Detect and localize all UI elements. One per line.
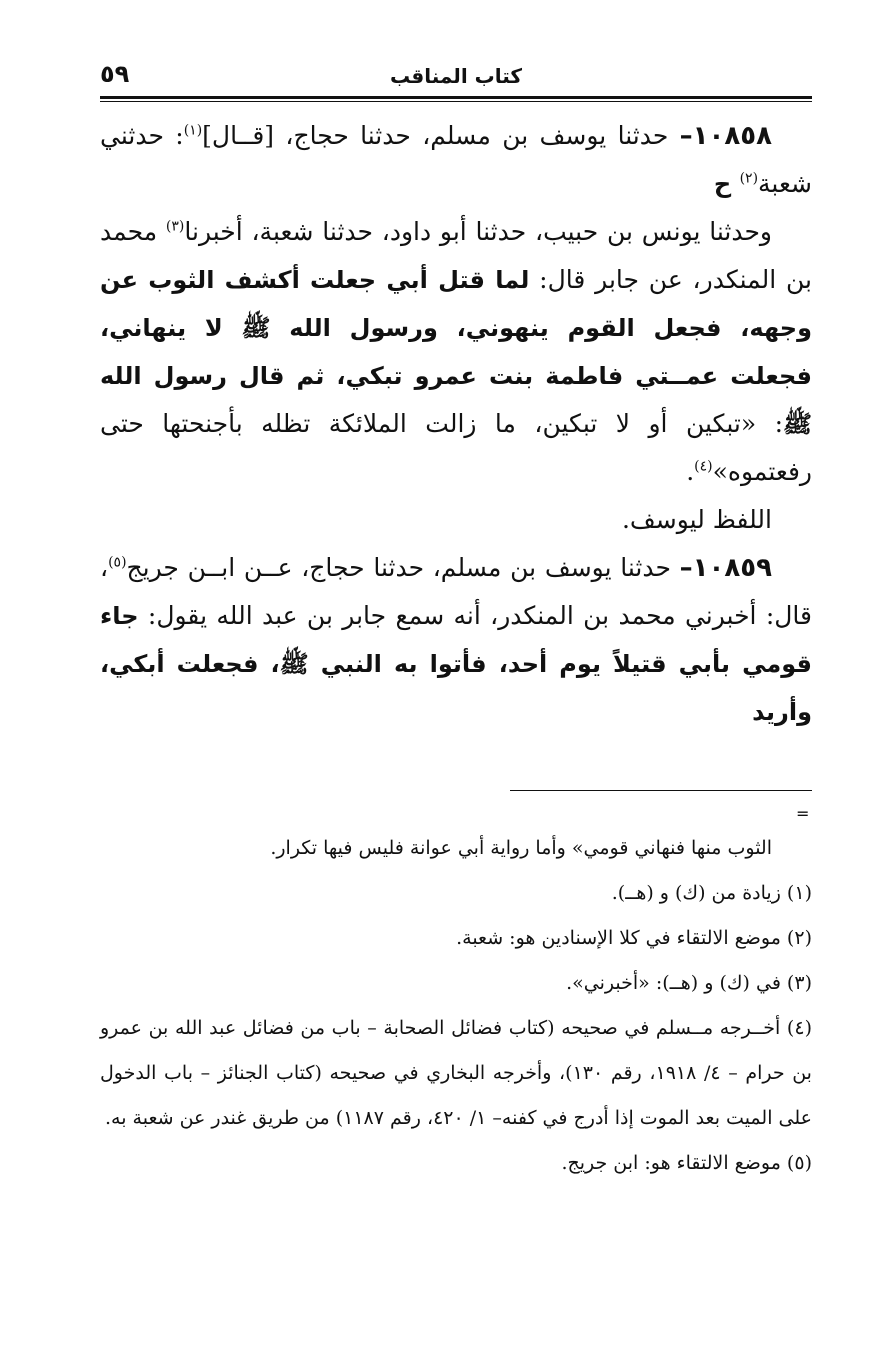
- footnote-2: (٢) موضع الالتقاء في كلا الإسنادين هو: شعبة.: [456, 927, 812, 949]
- footnote-ref: (٢): [739, 170, 759, 187]
- footnote-ref: (٥): [108, 554, 127, 571]
- footnote-ref: (٣): [165, 218, 185, 235]
- isnad-text: حدثنا يوسف بن مسلم، حدثنا حجاج، [قــال]: [202, 121, 680, 150]
- hadith-10859: [100, 544, 812, 736]
- hadith-10858-isnad: [100, 112, 812, 208]
- footnote-continuation: الثوب منها فنهاني قومي» وأما رواية أبي عوانة فليس فيها تكرار.: [270, 837, 772, 859]
- isnad-text: : حدثني شعبة: [100, 121, 812, 198]
- footnote-1: (١) زيادة من (ك) و (هــ).: [611, 882, 812, 904]
- footnotes: [100, 826, 812, 1186]
- matn-text: لما قتل أبي جعلت أكشف الثوب عن وجهه، فجعل القوم ينهوني، ورسول الله ﷺ لا ينهاني، فجعلت عمــتي فاطمة بنت عمرو تبكي، ثم قال رسول الله ﷺ: [100, 266, 812, 438]
- ha-symbol: ح: [713, 170, 740, 198]
- footnote-4: (٤) أخــرجه مــسلم في صحيحه (كتاب فضائل الصحابة – باب من فضائل عبد الله بن عمرو بن حرام – ٤/ ١٩١٨، رقم ١٣٠)، وأخرجه البخاري في صحيحه (كتاب الجنائز – باب الدخول على الميت بعد الموت إذا أدرج في كفنه– ١/ ٤٢٠، رقم ١١٨٧) من طريق غندر عن شعبة به.: [100, 1017, 812, 1129]
- hadith-10858-text: [100, 208, 812, 496]
- header-rule-thin: [100, 101, 812, 102]
- footnote-5: (٥) موضع الالتقاء هو: ابن جريج.: [561, 1152, 812, 1174]
- page-number: ٥٩: [100, 60, 130, 88]
- footnote-ref: (٤): [694, 458, 713, 475]
- running-title: كتاب المناقب: [389, 64, 523, 88]
- page-header: [100, 60, 812, 94]
- isnad-text: وحدثنا يونس بن حبيب، حدثنا أبو داود، حدثنا شعبة، أخبرنا: [184, 217, 772, 246]
- continuation-marker: =: [796, 804, 810, 823]
- wording-note: اللفظ ليوسف.: [621, 505, 772, 534]
- footnote-separator: [510, 790, 812, 791]
- hadith-number: ١٠٨٥٩–: [679, 553, 772, 583]
- period: .: [686, 457, 695, 486]
- hadith-number: ١٠٨٥٨–: [679, 121, 772, 151]
- matn-quote-text: : «تبكين أو لا تبكين، ما زالت الملائكة تظله بأجنحتها حتى رفعتموه»: [100, 409, 812, 486]
- isnad-text: محمد بن المنكدر، عن جابر قال:: [100, 217, 812, 294]
- isnad-text: حدثنا يوسف بن مسلم، حدثنا حجاج، عــن ابــن جريج: [126, 553, 680, 582]
- matn-text: جاء قومي بأبي قتيلاً يوم أحد، فأتوا به النبي ﷺ، فجعلت أبكي، وأريد: [100, 602, 812, 726]
- isnad-text: ، قال: أخبرني محمد بن المنكدر، أنه سمع جابر بن عبد الله يقول:: [100, 553, 812, 630]
- footnote-3: (٣) في (ك) و (هــ): «أخبرني».: [566, 972, 812, 994]
- main-text: [100, 112, 812, 736]
- footnote-ref: (١): [183, 122, 203, 139]
- header-rule-thick: [100, 96, 812, 99]
